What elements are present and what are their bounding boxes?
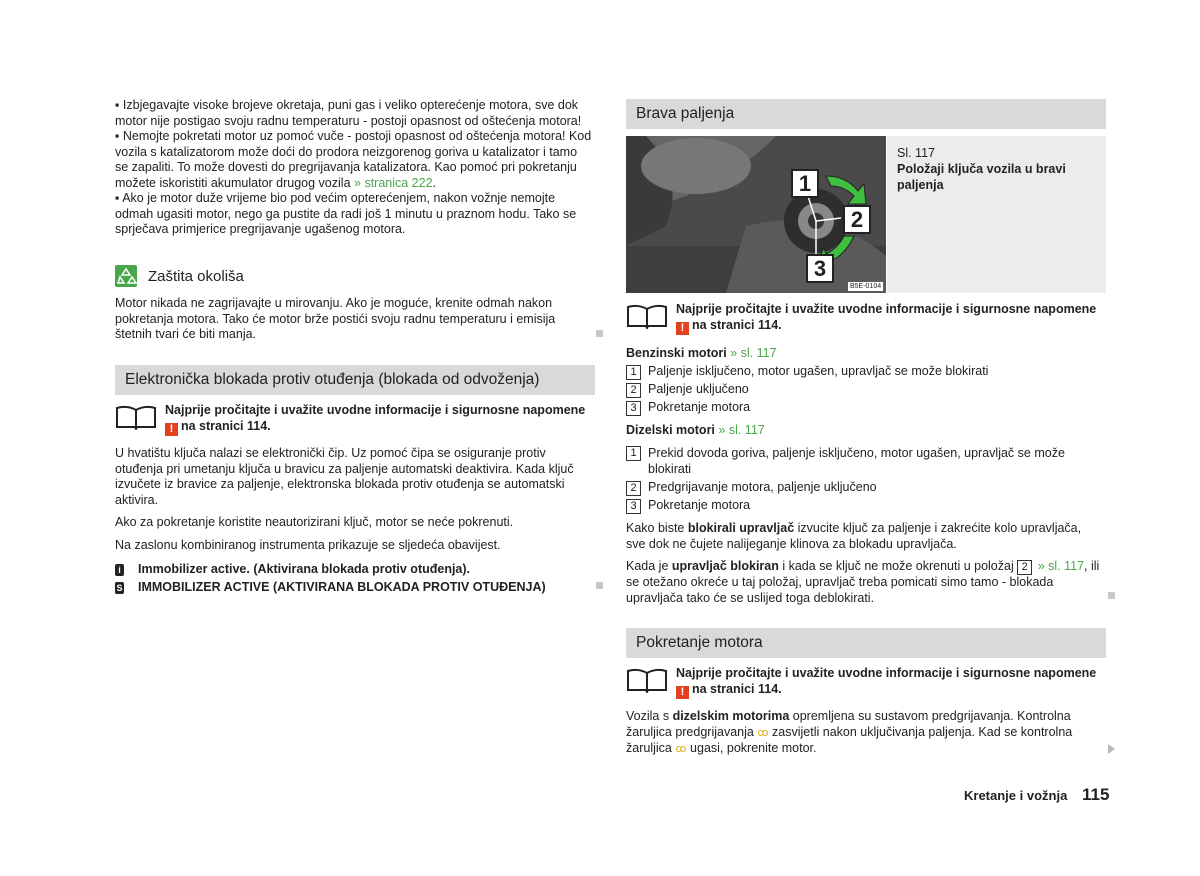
section-title-ignition: Brava paljenja <box>626 99 1106 129</box>
note-page-link[interactable]: na stranici 114. <box>692 681 782 696</box>
chapter-title: Kretanje i vožnja <box>964 788 1068 803</box>
figure-link[interactable]: » sl. 117 <box>718 423 765 437</box>
environment-text: Motor nikada ne zagrijavajte u mirovanju. Ako je moguće, krenite odmah nakon pokretanja motora. Tako će motor brže postići svoju radnu temperaturu i emisija štetnih tvari će biti manja. <box>115 296 556 341</box>
bullet-1: ▪ Izbjegavajte visoke brojeve okretaja, puni gas i veliko opterećenje motora, sve dok motor nije postigao svoju radnu temperaturu - postoji opasnost od oštećenja motora! <box>115 98 582 128</box>
locked-steering-paragraph: Kada je upravljač blokiran i kada se ključ ne može okrenuti u položaj 2 » sl. 117, ili se otežano okreće u taj položaj, upravljač treba pomicati simo tamo - blokada upravljača tako će se uslijed toga deblokirati. <box>626 559 1100 605</box>
list-item: 1 Prekid dovoda goriva, paljenje isključeno, motor ugašen, upravljač se može blokirati <box>626 446 1101 477</box>
note-page-link[interactable]: na stranici 114. <box>181 418 271 433</box>
figure-number: Sl. 117 <box>897 146 935 160</box>
glow-plug-icon: ꝏ <box>675 743 687 755</box>
book-icon <box>626 303 668 334</box>
unauthorized-key-paragraph: Ako za pokretanje koristite neautorizirani ključ, motor se neće pokrenuti. <box>115 515 514 529</box>
diesel-heading: Dizelski motori » sl. 117 <box>626 423 765 437</box>
book-icon <box>115 404 157 435</box>
left-bullets <box>115 98 593 238</box>
figure-link[interactable]: » sl. 117 <box>730 346 777 360</box>
safety-note: Najprije pročitajte i uvažite uvodne informacije i sigurnosne napomene ! na stranici 114. <box>165 403 586 435</box>
safety-note: Najprije pročitajte i uvažite uvodne informacije i sigurnosne napomene ! na stranici 114. <box>676 302 1097 334</box>
environment-heading: Zaštita okoliša <box>148 268 244 285</box>
figure-caption-panel <box>887 136 1106 293</box>
figure-link[interactable]: » sl. 117 <box>1037 559 1085 573</box>
page-number: 115 <box>1082 785 1110 804</box>
list-item: 2 Predgrijavanje motora, paljenje uključeno <box>626 480 1101 496</box>
book-icon <box>626 667 668 698</box>
preheating-paragraph: Vozila s dizelskim motorima opremljena su sustavom predgrijavanja. Kontrolna žaruljica predgrijavanja ꝏ zasvijetli nakon uključivanja paljenja. Kad se kontrolna žaruljica ꝏ ugasi, pokrenite motor. <box>626 709 1073 755</box>
note-page-link[interactable]: na stranici 114. <box>692 317 782 332</box>
safety-note: Najprije pročitajte i uvažite uvodne informacije i sigurnosne napomene ! na stranici 114. <box>676 666 1097 698</box>
warning-icon: ! <box>676 686 689 699</box>
figure-label-1: 1 <box>791 169 819 198</box>
bullet-2: ▪ Nemojte pokretati motor uz pomoć vuče - postoji opasnost od oštećenja motora! Kod vozila s katalizatorom može doći do prodora neizgorenog goriva u katalizator i tamo se zapaliti. To može dovesti do pregrijavanja katalizatora. Kao pomoć pri pokretanju možete iskoristiti akumulator drugog vozila » stranica 222. <box>115 129 592 190</box>
list-item: 1 Paljenje isključeno, motor ugašen, upravljač se može blokirati <box>626 364 1101 380</box>
petrol-heading: Benzinski motori » sl. 117 <box>626 346 777 360</box>
ignition-figure <box>626 136 886 293</box>
section-end-marker <box>1108 592 1115 599</box>
figure-code: B5E-0104 <box>850 283 882 290</box>
display-notice-paragraph: Na zaslonu kombiniranog instrumenta prikazuje se sljedeća obavijest. <box>115 538 501 552</box>
chip-paragraph: U hvatištu ključa nalazi se elektronički čip. Uz pomoć čipa se osiguranje protiv otuđenja pri umetanju ključa u bravicu za paljenje automatski deaktivira. Kada ključ izvučete iz bravice za paljenje, elektronska blokada protiv otuđenja se automatski aktivira. <box>115 446 574 507</box>
segment-display-icon: S <box>116 583 123 593</box>
section-end-marker <box>596 330 603 337</box>
message-1: i Immobilizer active. (Aktivirana blokada protiv otuđenja). <box>115 562 595 578</box>
list-item: 2 Paljenje uključeno <box>626 382 1101 398</box>
glow-plug-icon: ꝏ <box>757 726 769 739</box>
figure-label-2: 2 <box>843 205 871 234</box>
page-link[interactable]: » stranica 222 <box>354 175 433 190</box>
continue-arrow-icon <box>1108 743 1115 759</box>
message-2: S IMMOBILIZER ACTIVE (AKTIVIRANA BLOKADA PROTIV OTUĐENJA) <box>116 580 546 594</box>
section-title-immobilizer: Elektronička blokada protiv otuđenja (blokada od odvoženja) <box>115 365 595 395</box>
figure-label-3: 3 <box>806 254 834 283</box>
warning-icon: ! <box>676 322 689 335</box>
environment-icon <box>115 265 137 287</box>
info-display-icon: i <box>115 564 124 576</box>
section-end-marker <box>596 582 603 589</box>
bullet-3: ▪ Ako je motor duže vrijeme bio pod većim opterećenjem, nakon vožnje nemojte odmah ugasiti motor, nego ga pustite da radi još 1 minutu u praznom hodu. Tako se sprječava primjerice pregrijavanje ugašenog motora. <box>115 191 577 236</box>
figure-caption: Položaji ključa vozila u bravi paljenja <box>897 162 1066 192</box>
section-title-start-engine: Pokretanje motora <box>626 628 1106 658</box>
warning-icon: ! <box>165 423 178 436</box>
list-item: 3 Pokretanje motora <box>626 400 1101 416</box>
lock-steering-paragraph: Kako biste blokirali upravljač izvucite ključ za paljenje i zakrećite kolo upravljača, sve dok ne čujete nalijeganje klinova za blokadu upravljača. <box>626 521 1082 551</box>
list-item: 3 Pokretanje motora <box>626 498 1101 514</box>
